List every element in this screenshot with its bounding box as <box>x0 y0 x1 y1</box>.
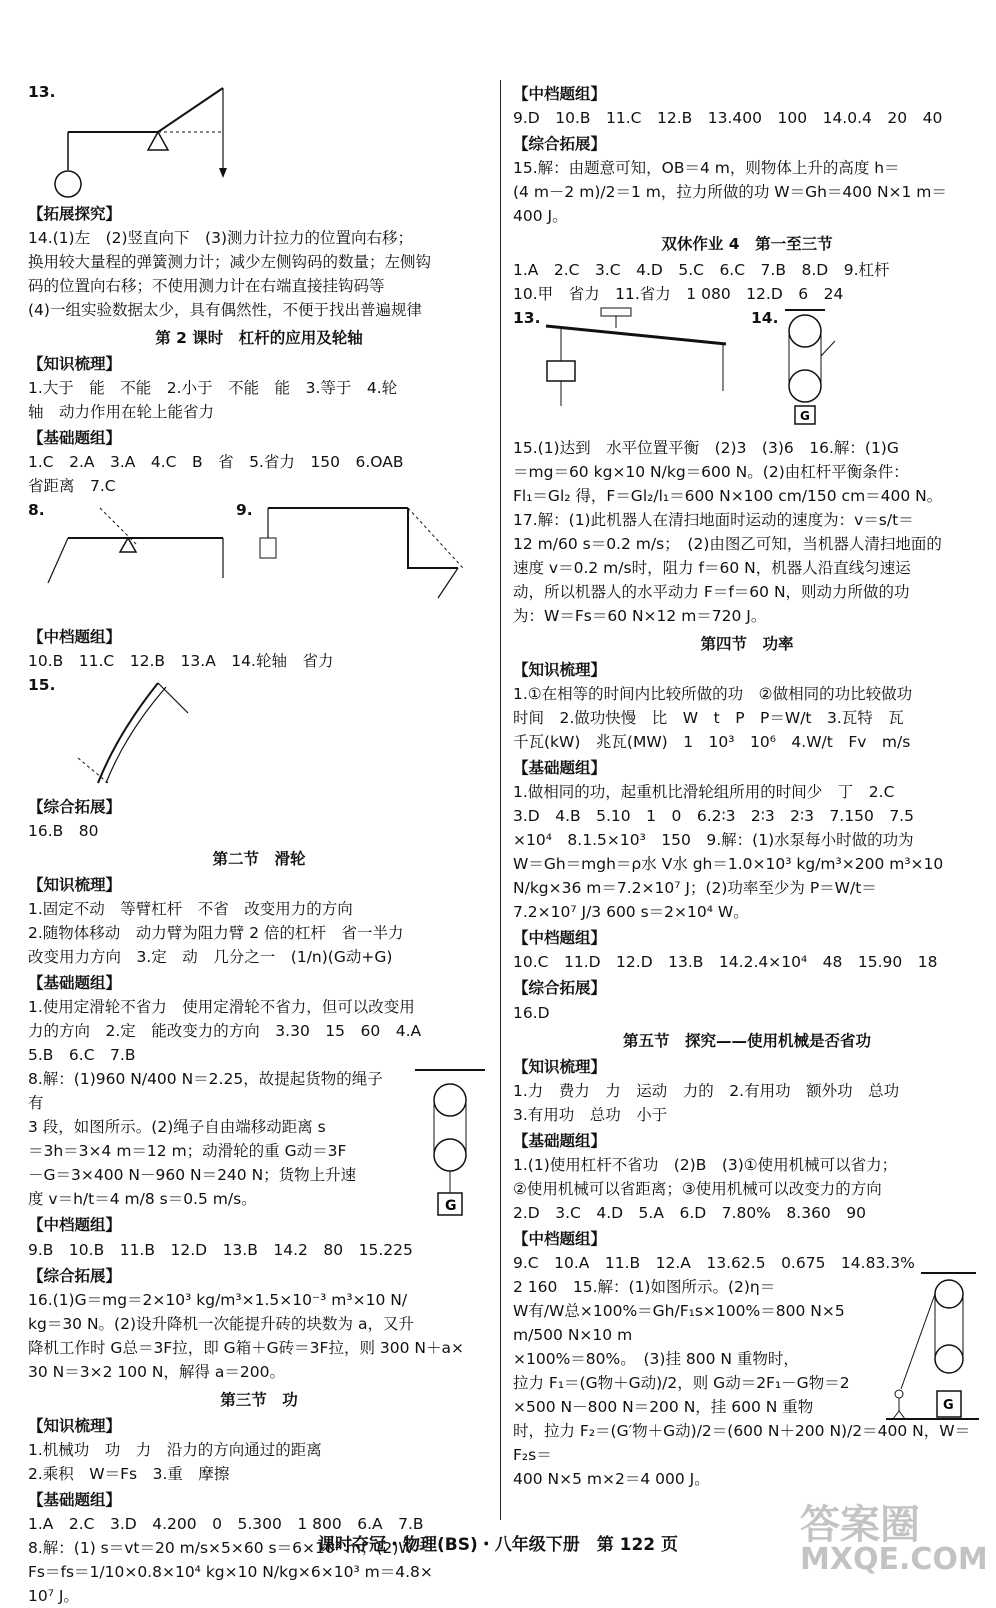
mid-line: 10.B 11.C 12.B 13.A 14.轮轴 省力 <box>28 652 334 671</box>
hw4-more: ＝mg＝60 kg×10 N/kg＝600 N。(2)由杠杆平衡条件： <box>513 463 909 482</box>
basic4-line: 3.D 4.B 5.10 1 0 6.2∶3 2∶3 2∶3 7.150 7.5 <box>513 807 914 826</box>
mid-header: 【中档题组】 <box>28 628 122 647</box>
q13-label: 13. <box>28 83 56 101</box>
basic5-header: 【基础题组】 <box>513 1131 607 1150</box>
basic5-line: ②使用机械可以省距离；③使用机械可以改变力的方向 <box>513 1179 882 1198</box>
pulley-figure-14r <box>775 306 865 431</box>
comp-line-r: (4 m－2 m)/2＝1 m，拉力所做的功 W＝Gh＝400 N×1 m＝ <box>513 183 947 202</box>
lever-figure-13r <box>541 306 741 431</box>
basic2-line: 8.解：(1)960 N/400 N＝2.25，故提起货物的绳子有 <box>28 1070 383 1113</box>
arm-figure-15 <box>68 673 268 793</box>
basic4-line: W＝Gh＝mgh＝ρ水 V水 gh＝1.0×10³ kg/m³×200 m³×10 <box>513 855 944 874</box>
mid5-line: 2 160 15.解：(1)如图所示。(2)η＝ <box>513 1277 776 1296</box>
kp2-line: 2.随物体移动 动力臂为阻力臂 2 倍的杠杆 省一半力 <box>28 924 404 943</box>
basic-line: 省距离 7.C <box>28 477 116 496</box>
basic3-header: 【基础题组】 <box>28 1490 122 1509</box>
basic-header: 【基础题组】 <box>28 429 122 448</box>
kp2-line: 改变用力方向 3.定 动 几分之一 (1/n)(G动+G) <box>28 948 393 967</box>
diagrams-13-14 <box>513 306 981 436</box>
basic5-line: 1.(1)使用杠杆不省功 (2)B (3)①使用机械可以省力； <box>513 1155 898 1174</box>
comp4-header: 【综合拓展】 <box>513 979 607 998</box>
comp4-line: 16.D <box>513 1003 550 1022</box>
basic4-line: 1.做相同的功，起重机比滑轮组所用的时间少 丁 2.C <box>513 783 895 802</box>
kp4-line: 千瓦(kW) 兆瓦(MW) 1 10³ 10⁶ 4.W/t Fv m/s <box>513 733 911 752</box>
mid2-line: 9.B 10.B 11.B 12.D 13.B 14.2 80 15.225 <box>28 1240 413 1259</box>
left-column <box>28 80 490 1608</box>
comp2-header: 【综合拓展】 <box>28 1266 122 1285</box>
basic4-line: N/kg×36 m＝7.2×10⁷ J；(2)功率至少为 P＝W/t＝ <box>513 879 877 898</box>
watermark-top: 答案圈 <box>800 1502 920 1548</box>
q14-label-r: 14. <box>751 309 779 328</box>
basic2-line: ＝3h＝3×4 m＝12 m；动滑轮的重 G动＝3F <box>28 1142 347 1161</box>
hw4-more: 为：W＝Fs＝60 N×12 m＝720 J。 <box>513 607 767 626</box>
basic2-line: －G＝3×400 N－960 N＝240 N；货物上升速 <box>28 1166 357 1185</box>
sec5-title: 第五节 探究——使用机械是否省功 <box>622 1031 871 1050</box>
kp2-header: 【知识梳理】 <box>28 876 122 895</box>
hw4-more: 动，所以机器人的水平动力 F＝f＝60 N，则动力所做的功 <box>513 583 910 602</box>
q9-label: 9. <box>236 501 253 520</box>
mid4-line: 10.C 11.D 12.D 13.B 14.2.4×10⁴ 48 15.90 18 <box>513 953 938 972</box>
sec4-title: 第四节 功率 <box>700 635 794 654</box>
q15-label: 15. <box>28 676 56 695</box>
ext-header: 【拓展探究】 <box>28 205 122 223</box>
comp2-line: 降机工作时 G总＝3F拉，即 G箱＋G砖＝3F拉，则 300 N＋a× <box>28 1338 464 1357</box>
page-footer: 课时夺冠・物理(BS)・八年级下册 第 122 页 <box>317 1535 679 1555</box>
sec3-title: 第三节 功 <box>220 1390 298 1409</box>
hw4-more: Fl₁＝Gl₂ 得，F＝Gl₂/l₁＝600 N×100 cm/150 cm＝400 N。 <box>513 487 943 506</box>
mid5-line: 9.C 10.A 11.B 12.A 13.62.5 0.675 14.83.3% <box>513 1253 915 1272</box>
pulley-figure-15r <box>881 1269 981 1429</box>
mid-line-r: 9.D 10.B 11.C 12.B 13.400 100 14.0.4 20 40 <box>513 109 943 128</box>
mid5-line: 时，拉力 F₂＝(G′物＋G动)/2＝(600 N＋200 N)/2＝400 N，W＝F₂s＝ <box>513 1421 971 1464</box>
basic3-line: 8.解：(1) s＝vt＝20 m/s×5×60 s＝6×10³ m；(2)W＝ <box>28 1538 430 1557</box>
basic5-line: 2.D 3.C 4.D 5.A 6.D 7.80% 8.360 90 <box>513 1203 867 1222</box>
q13-label-r: 13. <box>513 309 541 328</box>
lesson2-title: 第 2 课时 杠杆的应用及轮轴 <box>155 329 363 348</box>
basic4-line: ×10⁴ 8.1.5×10³ 150 9.解：(1)水泵每小时做的功为 <box>513 831 914 850</box>
q14-line: 码的位置向右移；不使用测力计在右端直接挂钩码等 <box>28 277 385 296</box>
watermark-bottom: MXQE.COM <box>800 1542 988 1577</box>
q8-label: 8. <box>28 501 45 520</box>
comp-line-r: 400 J。 <box>513 207 568 226</box>
diagram-15 <box>28 673 490 793</box>
mid5-line: ×100%＝80%。 (3)挂 800 N 重物时， <box>513 1349 799 1368</box>
hw4-more: 15.(1)达到 水平位置平衡 (2)3 (3)6 16.解：(1)G <box>513 439 899 458</box>
q14-line: (4)一组实验数据太少，具有偶然性，不便于找出普遍规律 <box>28 301 422 320</box>
hw4-more: 12 m/60 s＝0.2 m/s； (2)由图乙可知，当机器人清扫地面的 <box>513 535 942 554</box>
mid2-header: 【中档题组】 <box>28 1216 122 1235</box>
basic3-line: 10⁷ J。 <box>28 1586 79 1605</box>
lever-figure-9 <box>258 498 478 618</box>
kp-line: 轴 动力作用在轮上能省力 <box>28 403 215 422</box>
mid5-line: 拉力 F₁＝(G物＋G动)/2，则 G动＝2F₁－G物＝2 <box>513 1373 850 1392</box>
comp2-line: kg＝30 N。(2)设升降机一次能提升砖的块数为 a，又升 <box>28 1314 414 1333</box>
svg-text:G: G <box>800 409 810 424</box>
right-column <box>513 80 981 1491</box>
sec2-title: 第二节 滑轮 <box>212 850 306 869</box>
hw4-more: 速度 v＝0.2 m/s时，阻力 f＝60 N，机器人沿直线匀速运 <box>513 559 911 578</box>
basic-line: 1.C 2.A 3.A 4.C B 省 5.省力 150 6.OAB <box>28 453 404 472</box>
kp4-line: 时间 2.做功快慢 比 W t P P＝W/t 3.瓦特 瓦 <box>513 709 904 728</box>
kp2-line: 1.固定不动 等臂杠杆 不省 改变用力的方向 <box>28 900 353 919</box>
kp5-line: 1.力 费力 力 运动 力的 2.有用功 额外功 总功 <box>513 1081 900 1100</box>
comp-line-r: 15.解：由题意可知，OB＝4 m，则物体上升的高度 h＝ <box>513 159 900 178</box>
kp-header: 【知识梳理】 <box>28 355 122 374</box>
mid5-block <box>513 1251 981 1491</box>
mid5-line: 400 N×5 m×2＝4 000 J。 <box>513 1469 710 1488</box>
comp-header-r: 【综合拓展】 <box>513 135 607 154</box>
basic2-line: 度 v＝h/t＝4 m/8 s＝0.5 m/s。 <box>28 1190 257 1209</box>
pulley-figure-8 <box>410 1065 490 1225</box>
q14-line: 换用较大量程的弹簧测力计；减少左侧钩码的数量；左侧钩 <box>28 253 432 272</box>
basic2-line: 1.使用定滑轮不省力 使用定滑轮不省力，但可以改变用 <box>28 998 415 1017</box>
basic4-header: 【基础题组】 <box>513 759 607 778</box>
svg-text:G: G <box>445 1198 457 1215</box>
kp3-line: 1.机械功 功 力 沿力的方向通过的距离 <box>28 1440 322 1459</box>
kp4-header: 【知识梳理】 <box>513 661 607 680</box>
comp2-line: 16.(1)G＝mg＝2×10³ kg/m³×1.5×10⁻³ m³×10 N/ <box>28 1290 408 1309</box>
kp5-line: 3.有用功 总功 小于 <box>513 1105 668 1124</box>
lever-figure-8 <box>38 498 238 618</box>
kp3-line: 2.乘积 W＝Fs 3.重 摩擦 <box>28 1464 230 1483</box>
mid-header-r: 【中档题组】 <box>513 85 607 103</box>
kp-line: 1.大于 能 不能 2.小于 不能 能 3.等于 4.轮 <box>28 379 398 398</box>
mid5-header: 【中档题组】 <box>513 1229 607 1248</box>
q14-line: 14.(1)左 (2)竖直向下 (3)测力计拉力的位置向右移； <box>28 229 414 248</box>
hw4-line: 10.甲 省力 11.省力 1 080 12.D 6 24 <box>513 285 844 304</box>
svg-text:G: G <box>943 1397 954 1413</box>
lever-diagram-13 <box>28 80 490 200</box>
lever-figure <box>48 80 288 200</box>
mid5-line: W有/W总×100%＝Gh/F₁s×100%＝800 N×5 m/500 N×10 m <box>513 1301 845 1344</box>
hw4-more: 17.解：(1)此机器人在清扫地面时运动的速度为：v＝s/t＝ <box>513 511 914 530</box>
kp4-line: 1.①在相等的时间内比较所做的功 ②做相同的功比较做功 <box>513 685 913 704</box>
comp-header: 【综合拓展】 <box>28 798 122 817</box>
basic2-line: 3 段，如图所示。(2)绳子自由端移动距离 s <box>28 1118 326 1137</box>
kp5-header: 【知识梳理】 <box>513 1057 607 1076</box>
hw4-title: 双休作业 4 第一至三节 <box>661 235 833 254</box>
hw4-line: 1.A 2.C 3.C 4.D 5.C 6.C 7.B 8.D 9.杠杆 <box>513 261 890 280</box>
comp2-line: 30 N＝3×2 100 N，解得 a＝200。 <box>28 1362 285 1381</box>
diagrams-8-9 <box>28 498 490 623</box>
basic2-line: 5.B 6.C 7.B <box>28 1046 136 1065</box>
basic3-line: 1.A 2.C 3.D 4.200 0 5.300 1 800 6.A 7.B <box>28 1514 424 1533</box>
basic3-line: Fs＝fs＝1/10×0.8×10⁴ kg×10 N/kg×6×10³ m＝4.8× <box>28 1562 433 1581</box>
basic2-block <box>28 995 490 1215</box>
column-divider <box>500 80 501 1520</box>
watermark-logo <box>800 1502 988 1595</box>
basic2-line: 力的方向 2.定 能改变力的方向 3.30 15 60 4.A <box>28 1022 422 1041</box>
mid5-line: ×500 N－800 N＝200 N，挂 600 N 重物 <box>513 1397 814 1416</box>
basic4-line: 7.2×10⁷ J/3 600 s＝2×10⁴ W。 <box>513 903 749 922</box>
comp-line: 16.B 80 <box>28 822 99 841</box>
kp3-header: 【知识梳理】 <box>28 1416 122 1435</box>
mid4-header: 【中档题组】 <box>513 929 607 948</box>
basic2-header: 【基础题组】 <box>28 974 122 993</box>
